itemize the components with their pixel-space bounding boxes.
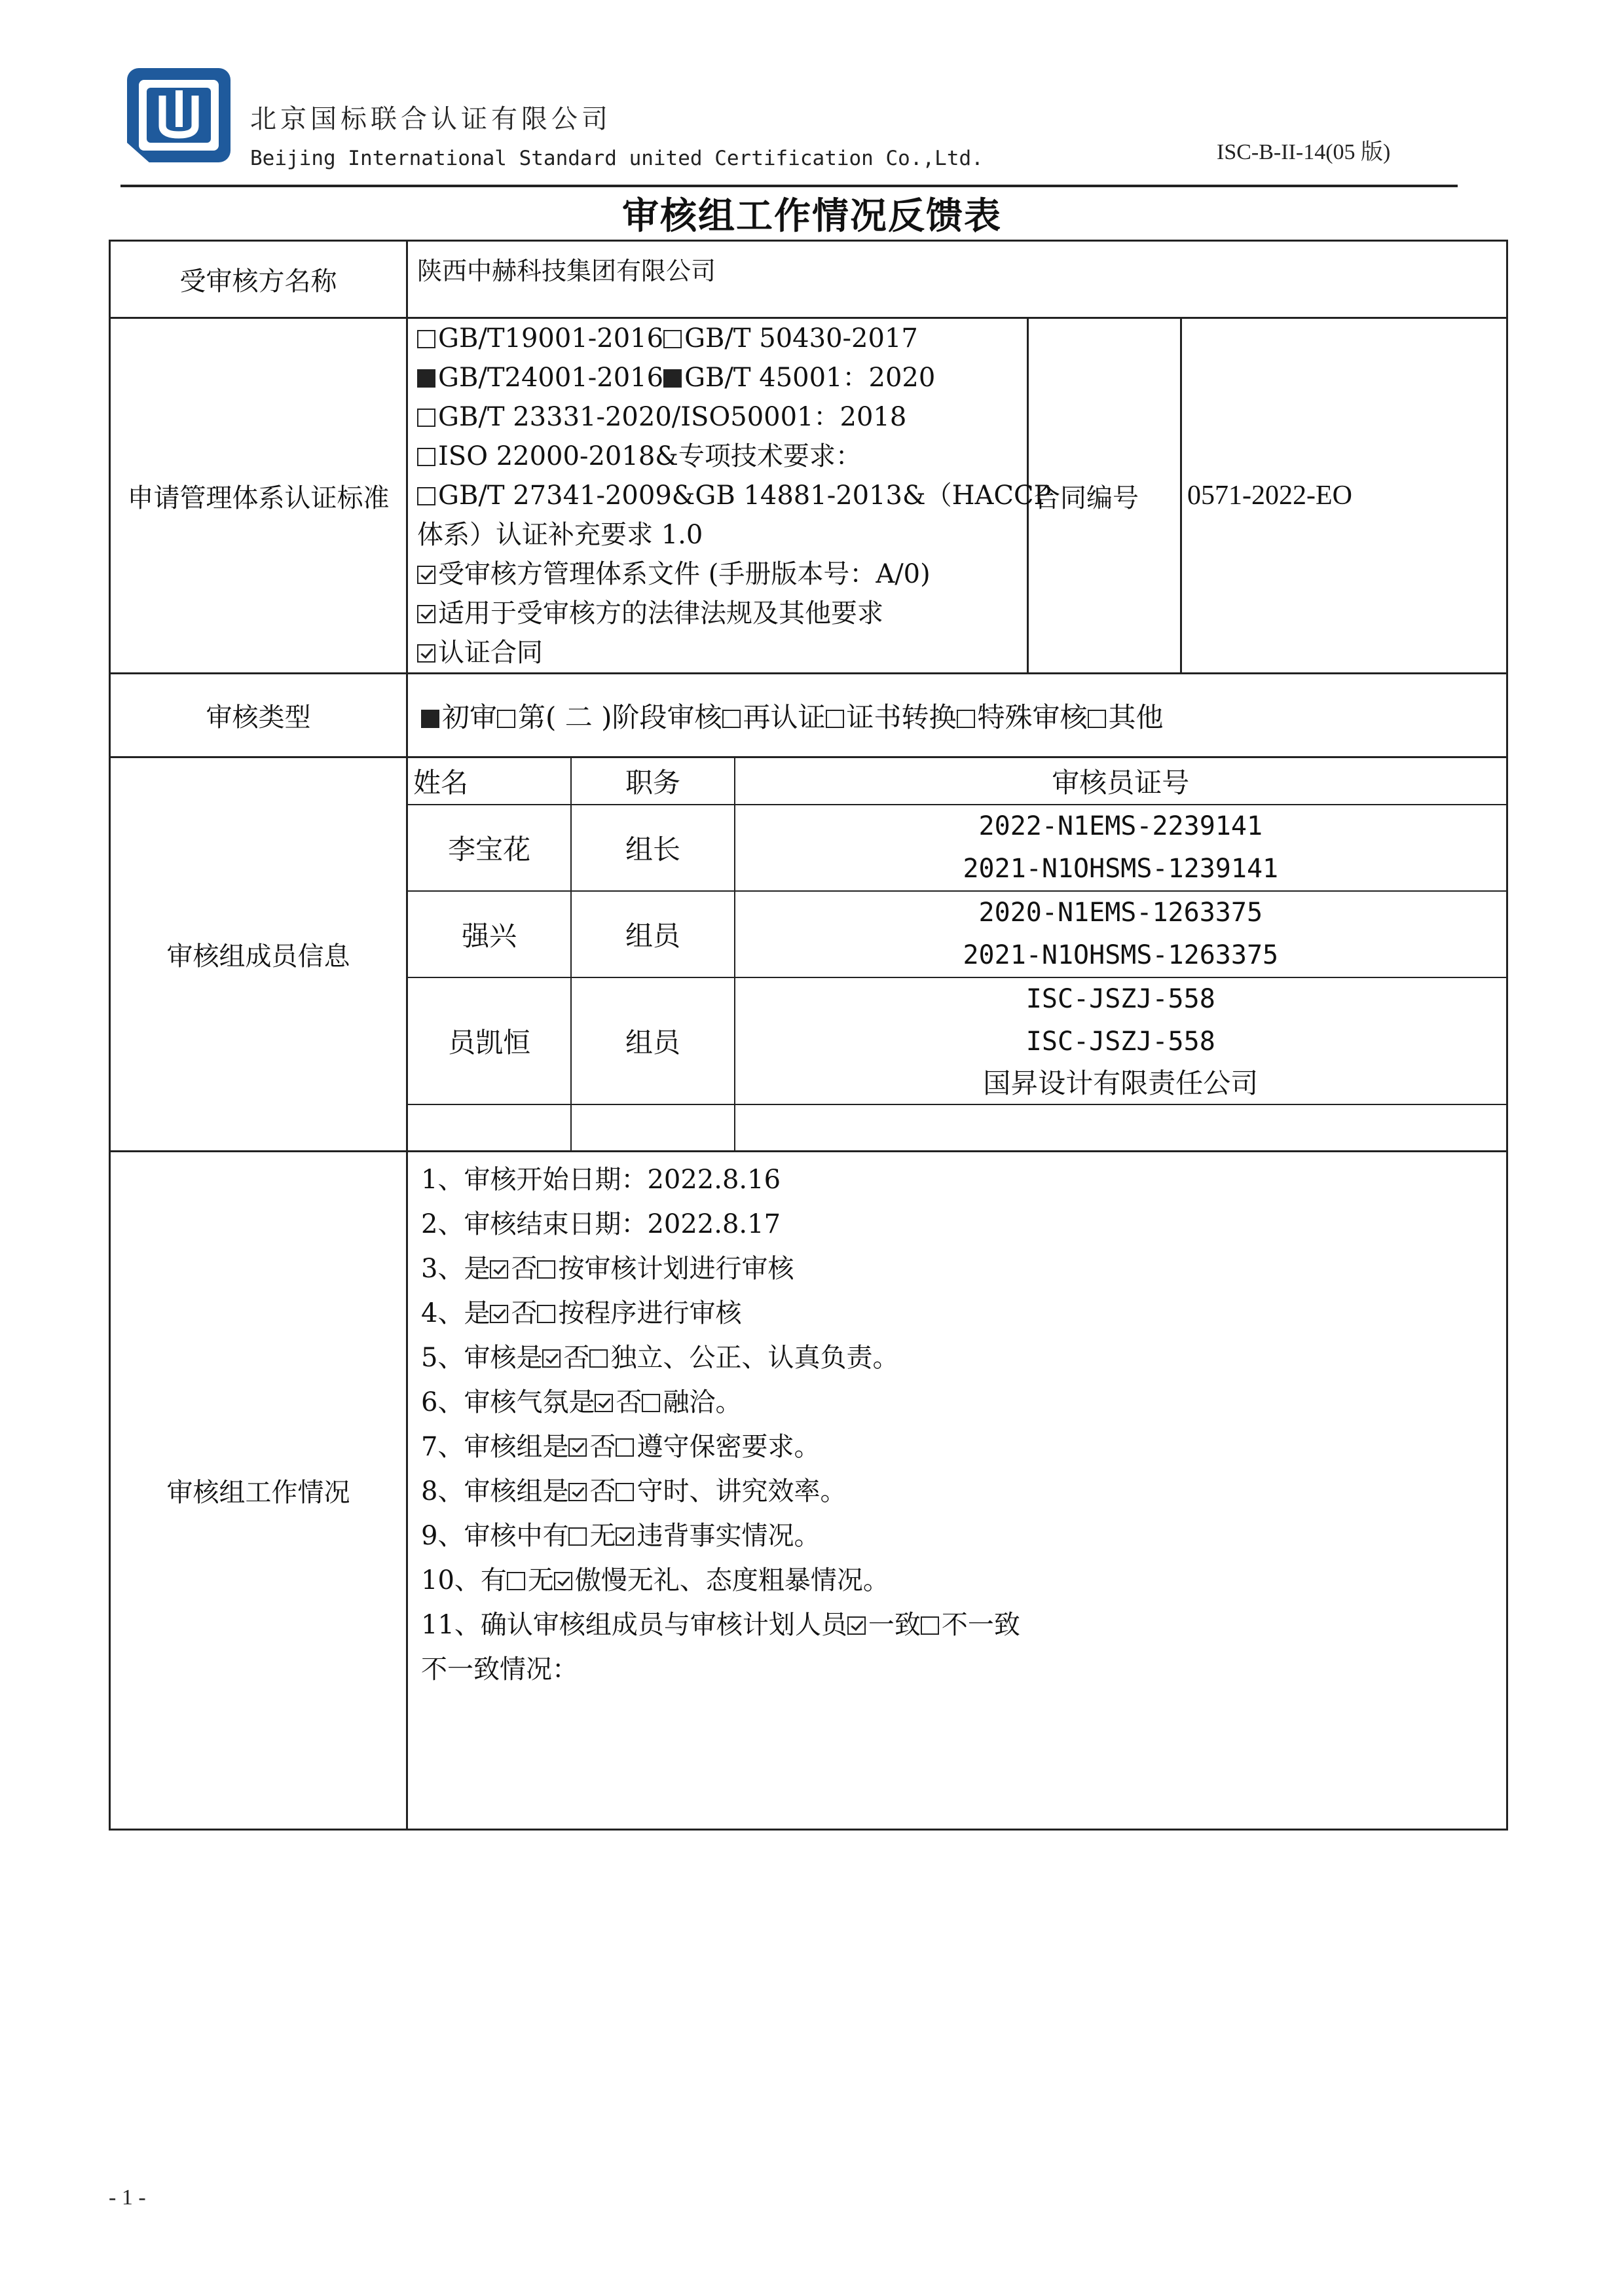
checked-checkbox-icon bbox=[417, 644, 435, 663]
empty-checkbox-icon bbox=[826, 710, 844, 728]
field-text: 不一致情况： bbox=[421, 1654, 578, 1685]
empty-checkbox-icon bbox=[642, 1394, 660, 1412]
auditee-name: 陕西中赫科技集团有限公司 bbox=[407, 241, 1507, 318]
standard-line bbox=[417, 358, 1027, 397]
standard-line bbox=[417, 594, 1027, 633]
field-text: 否 bbox=[563, 1343, 590, 1373]
field-text: GB/T19001-2016 bbox=[438, 323, 664, 354]
field-text: 认证合同 bbox=[438, 638, 543, 668]
auditee-label: 受审核方名称 bbox=[110, 241, 407, 318]
checked-checkbox-icon bbox=[568, 1438, 587, 1457]
field-text: 体系）认证补充要求 1.0 bbox=[417, 520, 703, 550]
standard-line bbox=[417, 319, 1027, 358]
certificate-number: 国昇设计有限责任公司 bbox=[983, 1067, 1259, 1099]
field-text: 否 bbox=[616, 1387, 642, 1417]
field-text: 不一致 bbox=[941, 1610, 1020, 1640]
field-text: 4、是 bbox=[421, 1298, 490, 1328]
field-text: 适用于受审核方的法律法规及其他要求 bbox=[438, 598, 883, 629]
member-role: 组员 bbox=[571, 891, 734, 977]
field-text: 按审核计划进行审核 bbox=[558, 1254, 794, 1284]
field-text: GB/T 27341-2009&GB 14881-2013&（HACCP bbox=[438, 481, 1052, 511]
checked-checkbox-icon bbox=[847, 1616, 866, 1635]
standard-line bbox=[417, 515, 1027, 555]
team-member-row bbox=[408, 891, 1506, 977]
empty-cell bbox=[571, 1104, 734, 1150]
member-name: 员凯恒 bbox=[408, 977, 571, 1104]
member-name: 强兴 bbox=[408, 891, 571, 977]
field-text: 初审 bbox=[442, 701, 498, 733]
empty-checkbox-icon bbox=[957, 710, 975, 728]
team-blank-row bbox=[408, 1104, 1506, 1150]
field-text: 遵守保密要求。 bbox=[637, 1432, 821, 1462]
field-text: 独立、公正、认真负责。 bbox=[610, 1343, 899, 1373]
audit-type-options bbox=[407, 674, 1507, 757]
empty-checkbox-icon bbox=[616, 1483, 634, 1501]
form-code: ISC-B-II-14(05 版) bbox=[1217, 140, 1391, 164]
field-text: 无 bbox=[527, 1565, 554, 1595]
member-name: 李宝花 bbox=[408, 805, 571, 891]
team-members-table bbox=[408, 758, 1506, 1150]
standards-row bbox=[110, 318, 1507, 674]
field-text: 11、确认审核组成员与审核计划人员 bbox=[421, 1610, 847, 1640]
field-text: 5、审核是 bbox=[421, 1343, 543, 1373]
field-text: 受审核方管理体系文件 (手册版本号：A/0) bbox=[438, 559, 931, 589]
contract-number-label: 合同编号 bbox=[1028, 318, 1181, 674]
certificate-number: ISC-JSZJ-558 bbox=[1025, 984, 1215, 1014]
standards-list bbox=[407, 318, 1052, 674]
work-row bbox=[110, 1152, 1507, 1830]
member-role: 组员 bbox=[571, 977, 734, 1104]
checked-checkbox-icon bbox=[554, 1572, 572, 1590]
checklist-line bbox=[408, 1202, 1506, 1247]
empty-cell bbox=[408, 1104, 571, 1150]
audit-type-label: 审核类型 bbox=[110, 674, 407, 757]
field-text: 融洽。 bbox=[663, 1387, 742, 1417]
certificate-number: ISC-JSZJ-558 bbox=[1025, 1027, 1215, 1057]
certificate-number: 2021-N1OHSMS-1263375 bbox=[963, 940, 1279, 970]
standard-line bbox=[417, 476, 1052, 515]
filled-checkbox-icon bbox=[663, 369, 682, 388]
field-text: 7、审核组是 bbox=[421, 1432, 569, 1462]
checked-checkbox-icon bbox=[595, 1394, 613, 1412]
empty-checkbox-icon bbox=[1088, 710, 1106, 728]
checked-checkbox-icon bbox=[490, 1305, 508, 1323]
field-text: 一致 bbox=[868, 1610, 921, 1640]
member-certificates bbox=[735, 977, 1506, 1104]
field-text: 其他 bbox=[1108, 701, 1164, 733]
field-text: 否 bbox=[589, 1476, 616, 1506]
field-text: 否 bbox=[511, 1254, 538, 1284]
contract-number-value: 0571-2022-EO bbox=[1181, 318, 1507, 674]
checked-checkbox-icon bbox=[417, 566, 435, 584]
field-text: 傲慢无礼、态度粗暴情况。 bbox=[574, 1565, 889, 1595]
field-text: 证书转换 bbox=[846, 701, 957, 733]
field-text: GB/T 50430-2017 bbox=[684, 323, 918, 354]
empty-checkbox-icon bbox=[921, 1616, 939, 1635]
team-header-cert: 审核员证号 bbox=[735, 758, 1506, 805]
field-text: 第( 二 )阶段审核 bbox=[518, 701, 722, 733]
team-cell bbox=[407, 757, 1507, 1152]
certificate-number: 2021-N1OHSMS-1239141 bbox=[963, 854, 1279, 884]
empty-checkbox-icon bbox=[722, 710, 741, 728]
audit-type-row bbox=[110, 674, 1507, 757]
filled-checkbox-icon bbox=[421, 710, 439, 728]
field-text: 按程序进行审核 bbox=[558, 1298, 742, 1328]
member-certificates bbox=[735, 805, 1506, 891]
certificate-number: 2022-N1EMS-2239141 bbox=[978, 811, 1263, 841]
standards-label: 申请管理体系认证标准 bbox=[110, 318, 407, 674]
field-text: 10、有 bbox=[421, 1565, 507, 1595]
empty-checkbox-icon bbox=[417, 409, 435, 427]
checklist-line bbox=[408, 1647, 1506, 1692]
checked-checkbox-icon bbox=[417, 605, 435, 623]
checklist-line bbox=[408, 1514, 1506, 1558]
checked-checkbox-icon bbox=[568, 1483, 587, 1501]
work-checklist bbox=[407, 1152, 1507, 1830]
checklist-line bbox=[408, 1157, 1506, 1202]
checklist-line bbox=[408, 1247, 1506, 1291]
field-text: 3、是 bbox=[421, 1254, 490, 1284]
team-label: 审核组成员信息 bbox=[110, 757, 407, 1152]
field-text: 否 bbox=[589, 1432, 616, 1462]
field-text: GB/T 23331-2020/ISO50001：2018 bbox=[438, 402, 907, 432]
certificate-number: 2020-N1EMS-1263375 bbox=[978, 898, 1263, 928]
empty-checkbox-icon bbox=[417, 330, 435, 348]
field-text: 1、审核开始日期：2022.8.16 bbox=[421, 1165, 781, 1195]
standard-line bbox=[417, 555, 1027, 594]
field-text: 再认证 bbox=[743, 701, 826, 733]
field-text: 2、审核结束日期：2022.8.17 bbox=[421, 1209, 781, 1239]
field-text: 违背事实情况。 bbox=[637, 1521, 821, 1551]
empty-checkbox-icon bbox=[507, 1572, 525, 1590]
page-number: - 1 - bbox=[109, 2185, 146, 2210]
document-title: 审核组工作情况反馈表 bbox=[622, 195, 1002, 238]
empty-checkbox-icon bbox=[417, 487, 435, 505]
standard-line bbox=[417, 633, 1027, 672]
field-text: 无 bbox=[589, 1521, 616, 1551]
filled-checkbox-icon bbox=[417, 369, 435, 388]
team-row bbox=[110, 757, 1507, 1152]
team-header-row bbox=[408, 758, 1506, 805]
checked-checkbox-icon bbox=[616, 1527, 634, 1546]
empty-checkbox-icon bbox=[589, 1349, 608, 1368]
isc-logo-icon bbox=[124, 65, 233, 165]
standard-line bbox=[417, 437, 1027, 476]
checklist-line bbox=[408, 1558, 1506, 1603]
field-text: GB/T 45001：2020 bbox=[684, 363, 936, 393]
team-member-row bbox=[408, 805, 1506, 891]
company-name-en: Beijing International Standard united Certification Co.,Ltd. bbox=[250, 147, 984, 170]
field-text: 6、审核气氛是 bbox=[421, 1387, 595, 1417]
feedback-form-table bbox=[109, 240, 1508, 1831]
field-text: 否 bbox=[511, 1298, 538, 1328]
field-text: ISO 22000-2018&专项技术要求： bbox=[438, 441, 862, 471]
checklist-line bbox=[408, 1336, 1506, 1380]
empty-checkbox-icon bbox=[537, 1260, 555, 1279]
empty-checkbox-icon bbox=[568, 1527, 587, 1546]
member-certificates bbox=[735, 891, 1506, 977]
team-member-row bbox=[408, 977, 1506, 1104]
empty-checkbox-icon bbox=[497, 710, 515, 728]
checked-checkbox-icon bbox=[542, 1349, 561, 1368]
field-text: GB/T24001-2016 bbox=[438, 363, 664, 393]
team-header-role: 职务 bbox=[571, 758, 734, 805]
checked-checkbox-icon bbox=[490, 1260, 508, 1279]
empty-checkbox-icon bbox=[417, 448, 435, 466]
checklist-line bbox=[408, 1469, 1506, 1514]
empty-cell bbox=[735, 1104, 1506, 1150]
field-text: 特殊审核 bbox=[977, 701, 1088, 733]
field-text: 8、审核组是 bbox=[421, 1476, 569, 1506]
checklist-line bbox=[408, 1425, 1506, 1469]
team-header-name: 姓名 bbox=[408, 758, 571, 805]
work-label: 审核组工作情况 bbox=[110, 1152, 407, 1830]
checklist-line bbox=[408, 1380, 1506, 1425]
standard-line bbox=[417, 397, 1027, 437]
field-text: 守时、讲究效率。 bbox=[637, 1476, 847, 1506]
checklist-line bbox=[408, 1603, 1506, 1647]
company-name-cn: 北京国标联合认证有限公司 bbox=[250, 104, 612, 134]
auditee-row bbox=[110, 241, 1507, 318]
empty-checkbox-icon bbox=[537, 1305, 555, 1323]
empty-checkbox-icon bbox=[663, 330, 682, 348]
field-text: 9、审核中有 bbox=[421, 1521, 569, 1551]
member-role: 组长 bbox=[571, 805, 734, 891]
empty-checkbox-icon bbox=[616, 1438, 634, 1457]
checklist-line bbox=[408, 1291, 1506, 1336]
